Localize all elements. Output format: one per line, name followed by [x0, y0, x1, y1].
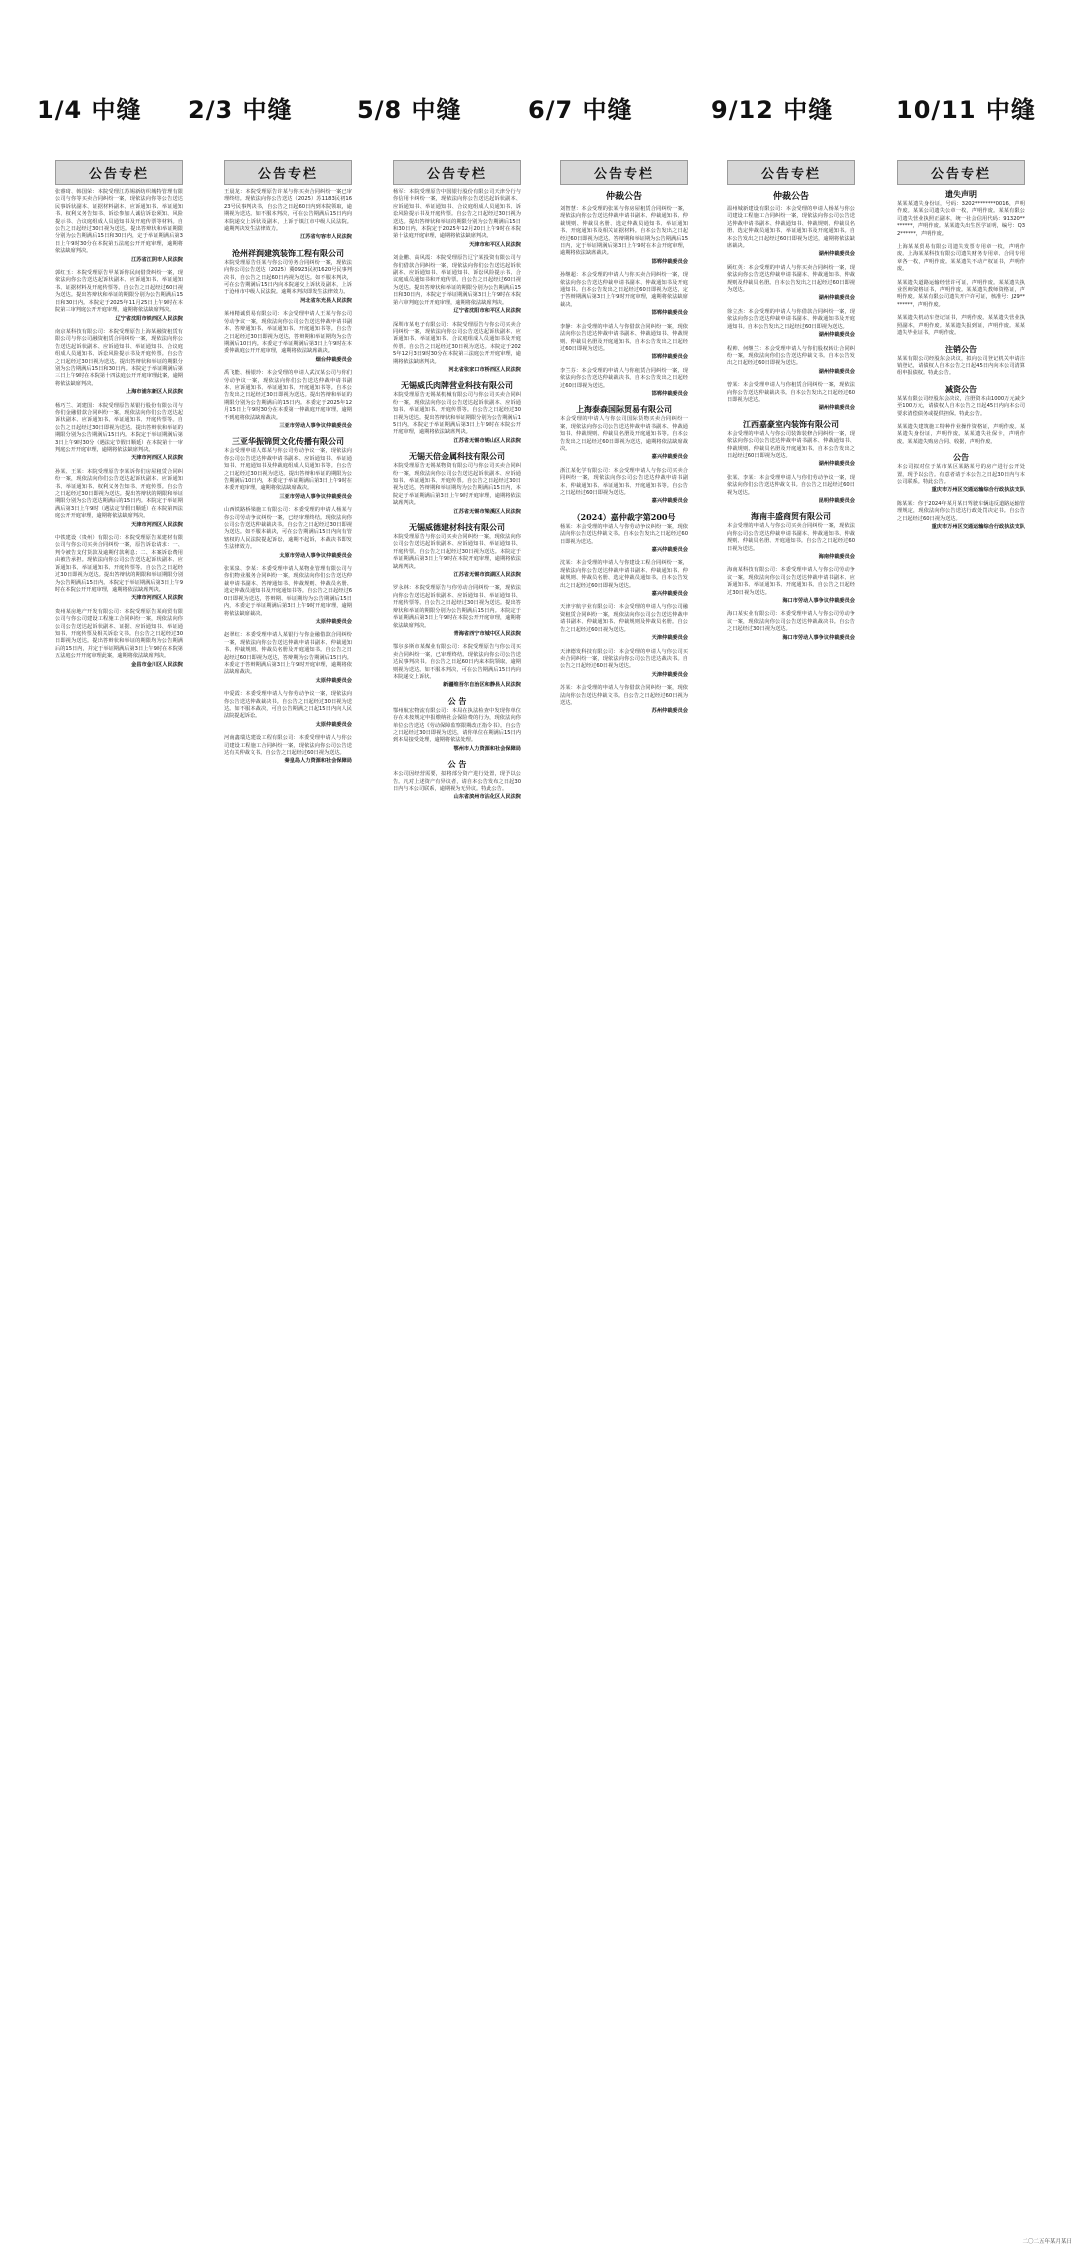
notice-item [55, 535, 183, 603]
notice-item [393, 644, 521, 689]
notice-text: 鄂尔多斯市某煤业有限公司：本院受理原告与你公司买卖合同纠纷一案，已审理终结。现依法向你公司公告送达民事判决书。自公告之日起60日内来本院领取，逾期则视为送达。如不服本判决，可在公告期满后15日内向本院递交上诉状。 [393, 644, 521, 680]
notice-item [224, 370, 352, 430]
notice-signature: 烟台仲裁委员会 [315, 356, 352, 363]
notice-text: 申爱霞：本委受理申请人与你劳动争议一案，现依法向你公告送达仲裁裁决书。自公告之日起经过30日视为送达。如不服本裁决，可自公告期满之日起15日内向人民法院提起诉讼。 [224, 691, 352, 720]
column-body [560, 189, 688, 716]
notice-text: 天津宇航宇业有限公司：本会受理的申请人与你公司融资租赁合同纠纷一案，现依法向你公司公告送达仲裁申请书副本、仲裁通知书、仲裁规则及仲裁员名册。自公告之日起经过60日视为送达。 [560, 604, 688, 633]
notice-signature: 河北省东光县人民法院 [300, 297, 352, 304]
notice-item [897, 244, 1025, 274]
notice-column [55, 160, 183, 2250]
notice-title: （2024）嘉仲裁字第200号 [572, 511, 676, 522]
notice-signature: 湖州仲裁委员会 [818, 251, 855, 258]
notice-text: 某某有限公司经股东会决议，注册资本由1000万元减少至100万元，请债权人自本公告之日起45日内向本公司要求清偿债务或提供担保。特此公告。 [897, 395, 1025, 417]
fold-label-3: 5/8 中缝 [357, 96, 462, 124]
notice-column [224, 160, 352, 2250]
notice-signature: 太原仲裁委员会 [315, 677, 352, 684]
section-title: 仲裁公告 [605, 192, 642, 202]
notice-item [727, 475, 855, 506]
column-body [727, 189, 855, 642]
notice-title: 减资公告 [945, 383, 977, 394]
notice-text: 刘智慧：本会受理的张某与你房屋租赁合同纠纷一案，现依法向你公告送达仲裁申请书副本、仲裁通知书、仲裁规则、仲裁员名册、选定仲裁员通知书、举证通知书、开庭通知书及相关证据材料。自本公告发出之日起经过60日即视为送达。答辩期和举证期为公告期满后15日内，定于举证期满后第3日上午9时在本会开庭审理，逾期将依法缺席裁决。 [560, 206, 688, 257]
notice-text: 赵翠红：本委受理申请人某银行与你金融借款合同纠纷一案，现依法向你公告送达仲裁申请书副本、仲裁通知书、仲裁规则、仲裁员名册及开庭通知书。自公告之日起经过60日即视为送达，答辩期为公告期满后15日内。本委定于答辩期满后第3日上午9时开庭审理，逾期将依法缺席裁决。 [224, 632, 352, 676]
notice-item [560, 272, 688, 317]
notice-text: 深圳市某电子有限公司：本院受理原告与你公司买卖合同纠纷一案，现依法向你公司公告送达起诉状副本、应诉通知书、举证通知书、合议庭组成人员通知书及开庭传票。自公告之日起经过30日视为送达。本院定于2025年12月3日9时30分在本院第三法庭公开开庭审理，逾期将依法缺席判决。 [393, 321, 521, 365]
notice-item [727, 382, 855, 413]
notice-text: 某某某遗失身份证，号码：3202********0016，声明作废。某某公司遗失公章一枚，声明作废。某某有限公司遗失营业执照正副本，统一社会信用代码：91320********，声明作废。某某遗失出生医学证明，编号：Q32******，声明作废。 [897, 201, 1025, 237]
notice-item [560, 685, 688, 716]
notice-title: 注销公告 [945, 343, 977, 354]
notice-text: 徐立杰：本会受理的申请人与你借款合同纠纷一案，现依法向你公告送达仲裁申请书副本、仲裁通知书及开庭通知书。自本公告发出之日起经过60日即视为送达。 [727, 308, 855, 330]
notice-signature: 秦皇岛人力资源和社会保障局 [284, 758, 352, 765]
section-title: 仲裁公告 [772, 192, 809, 202]
notice-signature: 嘉兴仲裁委员会 [651, 454, 688, 461]
notice-item [560, 324, 688, 362]
notice-item [897, 424, 1025, 446]
notice-item [224, 735, 352, 766]
notice-text: 曾某：本会受理申请人与你租赁合同纠纷一案，现依法向你公告送达仲裁裁决书。自本公告发出之日起经过60日即视为送达。 [727, 382, 855, 403]
notice-signature: 江苏省句容市人民法院 [300, 234, 352, 241]
notice-text: 陈某某：你于2024年某月某日驾驶车辆违反道路运输管理规定，现依法向你公告送达行政处罚决定书。自公告之日起经过60日视为送达。 [897, 500, 1025, 522]
notice-signature: 江苏省江阴市人民法院 [131, 256, 183, 263]
notice-text: 本会受理的申请人与你公司买卖合同纠纷一案，现依法向你公司公告送达仲裁申请书副本、仲裁通知书、仲裁规则、仲裁员名册、开庭通知书。自公告之日起经过60日视为送达。 [727, 523, 855, 552]
notice-title: 遗失声明 [945, 189, 977, 199]
notice-title: 沧州祥润建筑装饰工程有限公司 [232, 247, 344, 258]
notice-text: 本会受理申请人郑某与你公司劳动争议一案，现依法向你公司公告送达仲裁申请书副本、应诉通知书、举证通知书、开庭通知书及仲裁庭组成人员通知书等。自公告之日起经过30日视为送达。提出答辩和举证的期限为公告期满后10日内，本委定于举证期满后第3日上午9时在本委开庭审理，逾期将依法缺席裁决。 [224, 448, 352, 492]
notice-title: 无锡天倍金属科技有限公司 [409, 451, 505, 462]
notice-signature: 苏州仲裁委员会 [651, 708, 688, 715]
notice-text: 中铁建设（贵州）有限公司：本院受理原告某建材有限公司与你公司买卖合同纠纷一案，原告诉讼请求：一、判令被告支付货款及逾期付款利息；二、本案诉讼费用由被告承担。现依法向你公司公告送达起诉状副本、应诉通知书、举证通知书、开庭传票等。自公告之日起经过30日即视为送达。提出答辩状的期限和举证期限分别为公告期满后15日内。本院定于举证期满后第3日上午9时在本院公开开庭审理，逾期将依法缺席判决。 [55, 535, 183, 593]
notice-signature: 湖州仲裁委员会 [818, 368, 855, 375]
column-header: 公告专栏 [560, 160, 688, 185]
notice-item [897, 315, 1025, 337]
notice-item [224, 507, 352, 560]
notice-title: 上海泰森国际贸易有限公司 [576, 404, 672, 415]
notice-text: 李静：本会受理的申请人与你借款合同纠纷一案，现依法向你公告送达仲裁申请书副本、仲裁通知书、仲裁规则、仲裁员名册及开庭通知书。自本公告发出之日起经过60日即视为送达。 [560, 323, 688, 352]
notice-text: 苏某：本会受理的申请人与你借款合同纠纷一案，现依法向你公告送达仲裁文书。自公告之日起经过60日视为送达。 [560, 685, 688, 706]
notice-signature: 太原仲裁委员会 [315, 721, 352, 728]
notice-signature: 海口市劳动人事争议仲裁委员会 [782, 634, 855, 641]
notice-signature: 邯郸仲裁委员会 [651, 310, 688, 317]
notice-signature: 江苏省无锡市锡山区人民法院 [453, 437, 521, 444]
column-header: 公告专栏 [55, 160, 183, 185]
notice-title: 江西嘉豪室内装饰有限公司 [743, 418, 839, 429]
notice-text: 天津德发科技有限公司：本会受理的申请人与你公司买卖合同纠纷一案，现依法向你公司公告送达裁决书。自公告之日起经过60日视为送达。 [560, 648, 688, 670]
notice-signature: 邯郸仲裁委员会 [651, 354, 688, 361]
notice-signature: 辽宁省沈阳市和平区人民法院 [453, 308, 521, 315]
notice-signature: 新疆维吾尔自治区和静县人民法院 [443, 682, 521, 689]
notice-text: 张某泉、李某：本委受理申请人某物业管理有限公司与你们物业服务合同纠纷一案，现依法向你们公告送达仲裁申请书副本、答辩通知书、仲裁规则、仲裁员名册、选定仲裁员通知书及开庭通知书等。自公告之日起经过60日即视为送达，答辩期、举证期均为公告期满后15日内，本委定于举证期满后第3日上午9时开庭审理，逾期将依法缺席裁决。 [224, 566, 352, 617]
notice-text: 南京某科技有限公司：本院受理原告上海某融资租赁有限公司与你公司融资租赁合同纠纷一案，现依法向你公告送达起诉状副本、应诉通知书、举证通知书、合议庭组成人员通知书、诉讼风险提示书及开庭传票。自公告之日起经过30日视为送达。提出答辩状和举证的期限分别为公告期满后15日和30日内。本院定于举证期满后第三日上午9时在本院第十四法庭公开开庭审理此案，逾期将依法缺席判决。 [55, 328, 183, 387]
publication-date: 二〇二五年某月某日 [1022, 2239, 1072, 2245]
notice-signature: 嘉兴仲裁委员会 [651, 591, 688, 598]
notice-text: 浙江某化学有限公司：本会受理申请人与你公司买卖合同纠纷一案，现依法向你公司公告送达仲裁申请书副本、仲裁通知书、举证通知书、开庭通知书等。自公告之日起经过60日即视为送达。 [560, 467, 688, 496]
notice-signature: 嘉兴仲裁委员会 [651, 547, 688, 554]
fold-label-6: 10/11 中缝 [896, 96, 1036, 124]
notice-item [393, 759, 521, 802]
notice-item [560, 604, 688, 642]
notice-title: 无锡威德建材科技有限公司 [409, 522, 505, 533]
notice-signature: 天津仲裁委员会 [651, 671, 688, 678]
notice-signature: 三亚市劳动人事争议仲裁委员会 [279, 493, 352, 500]
notice-item [224, 248, 352, 305]
notice-item [393, 322, 521, 375]
column-body [224, 189, 352, 766]
notice-item [224, 436, 352, 501]
notice-text: 程帅、何继兰：本会受理申请人与你们股权转让合同纠纷一案，现依法向你们公告送达仲裁文书。自本公告发出之日起经过60日即视为送达。 [727, 345, 855, 367]
notice-item [897, 344, 1025, 378]
column-header: 公告专栏 [224, 160, 352, 185]
notice-title: 无锡威氏肉牌营业科技有限公司 [401, 380, 513, 391]
notice-item [393, 522, 521, 579]
notice-column [897, 160, 1025, 2250]
notice-text: 本会受理的申请人与你公司国际货物买卖合同纠纷一案，现依法向你公司公告送达仲裁申请书副本、仲裁通知书、仲裁规则、仲裁员名册及开庭通知书等。自本公告发出之日起经过60日即视为送达，逾期将依法缺席裁决。 [560, 416, 688, 452]
notice-signature: 海南仲裁委员会 [818, 554, 855, 561]
notice-text: 张某、李某：本会受理申请人与你们劳动争议一案，现依法向你们公告送达仲裁文书。自公告之日起经过60日视为送达。 [727, 474, 855, 496]
notice-text: 杨军：本院受理原告中国银行股份有限公司天津分行与你信用卡纠纷一案，现依法向你公告送达起诉状副本、应诉通知书、举证通知书、合议庭组成人员通知书、诉讼风险提示书及开庭传票。自公告之日起经过30日视为送达。提出答辩状和举证的期限分别为公告期满后15日和30日内，本院定于2025年12月20日上午9时在本院第十法庭开庭审理，逾期将依法缺席判决。 [393, 189, 521, 240]
notice-item [727, 511, 855, 561]
fold-label-4: 6/7 中缝 [528, 96, 633, 124]
notice-item [897, 280, 1025, 310]
notice-signature: 湖州仲裁委员会 [818, 295, 855, 302]
notice-text: 海南某科技有限公司：本委受理申请人与你公司劳动争议一案，现依法向你公司公告送达仲裁申请书副本、应诉通知书、举证通知书、开庭通知书。自公告之日起经过30日视为送达。 [727, 567, 855, 596]
notice-item [560, 468, 688, 506]
notice-text: 顾红英：本会受理的申请人与你买卖合同纠纷一案，现依法向你公告送达仲裁申请书副本、仲裁通知书、仲裁规则及仲裁员名册。自本公告发出之日起经过60日即视为送达。 [727, 264, 855, 294]
notice-text: 某某遗失道路运输经营许可证，声明作废。某某遗失执业医师资格证书，声明作废。某某遗失教师资格证，声明作废。某某有限公司遗失开户许可证，核准号：J29********，声明作废。 [897, 279, 1025, 308]
notice-item [224, 189, 352, 242]
notice-signature: 湖州仲裁委员会 [818, 405, 855, 412]
notice-text: 河南鑫瑞达建设工程有限公司：本委受理申请人与你公司建设工程施工合同纠纷一案，现依法向你公司公告送达有关仲裁文书。自公告之日起经过60日视为送达。 [224, 735, 352, 756]
notice-item [393, 380, 521, 445]
notice-item [897, 384, 1025, 418]
notice-item [560, 560, 688, 598]
notice-signature: 海口市劳动人事争议仲裁委员会 [782, 598, 855, 605]
notice-title: 公告 [953, 452, 969, 463]
notice-text: 鄂州航宏物流有限公司：本局在执法检查中发现你单位存在未按规定申报缴纳社会保险费的行为，现依法向你单位公告送达《劳动保障监察限期改正指令书》。自公告之日起经过30日即视为送达，请你单位在期满后15日内到本局接受处理，逾期将依法处理。 [393, 707, 521, 744]
column-header: 公告专栏 [897, 160, 1025, 185]
notice-text: 本院受理原告与你公司买卖合同纠纷一案，现依法向你公司公告送达起诉状副本、应诉通知书、举证通知书、开庭传票。自公告之日起经过30日视为送达。本院定于举证期满后第3日上午9时在本院开庭审理，逾期将依法缺席判决。 [393, 534, 521, 570]
notice-signature: 天津仲裁委员会 [651, 635, 688, 642]
notice-signature: 重庆市万州区交通运输综合行政执法支队 [931, 487, 1025, 494]
notice-text: 本院受理原告任某与你公司劳务合同纠纷一案，现依法向你公司公告送达（2025）冀0923民初1620号民事判决书，自公告之日起60日内视为送达。如不服本判决，可在公告期满后15日内向本院递交上诉状及副本，上诉于沧州市中级人民法院。逾期本判决即发生法律效力。 [224, 259, 352, 296]
column-body [55, 189, 183, 669]
notice-signature: 嘉兴仲裁委员会 [651, 498, 688, 505]
notice-text: 海口某实业有限公司：本委受理申请人与你公司劳动争议一案，现依法向你公司公告送达仲裁裁决书。自公告之日起经过30日视为送达。 [727, 611, 855, 633]
notice-signature: 邯郸仲裁委员会 [651, 390, 688, 397]
column-header: 公告专栏 [393, 160, 521, 185]
notice-signature: 邯郸仲裁委员会 [651, 258, 688, 265]
notice-signature: 太原仲裁委员会 [315, 618, 352, 625]
notice-item [55, 403, 183, 463]
notice-text: 禹飞能、杨银玲：本会受理的申请人武汉某公司与你们劳动争议一案，现依法向你们公告送达仲裁申请书副本、应诉通知书、举证通知书、开庭通知书等。自本公告发出之日起经过30日即视为送达。提出答辩和举证的期限分别为公告期满后的15日内。本委定于2025年12月15日上午9时30分在本委第一仲裁庭开庭审理，逾期不到庭将依法缺席裁决。 [224, 370, 352, 421]
notice-text: 本院受理原告无锡某机械有限公司与你公司买卖合同纠纷一案，现依法向你公司公告送达起诉状副本、应诉通知书、举证通知书、开庭传票等。自公告之日起经过30日视为送达。提出答辩状和举证期限分别为公告期满后15日内，本院定于举证期满后第3日上午9时在本院公开开庭审理，逾期将依法缺席判决。 [393, 392, 521, 436]
notice-item [393, 189, 521, 249]
notice-signature: 重庆市万州区交通运输综合行政执法支队 [931, 524, 1025, 530]
notice-item [560, 368, 688, 399]
notice-text: 沈某：本会受理的申请人与你建设工程合同纠纷一案，现依法向你公告送达仲裁申请书副本、仲裁通知书、仲裁规则、仲裁员名册、选定仲裁员通知书。自本公告发出之日起经过60日即视为送达。 [560, 560, 688, 589]
notice-item [560, 512, 688, 555]
notice-signature: 辽宁省沈阳市铁西区人民法院 [115, 315, 183, 322]
notice-text: 杨巧兰、刘建国：本院受理原告某银行股份有限公司与你们金融借款合同纠纷一案，现依法向你们公告送达起诉状副本、应诉通知书、举证通知书、开庭传票等。自公告之日起经过30日即视为送达。提出答辩状和举证的期限分别为公告期满后15日内。本院定于举证期满后第3日上午9时30分（遇法定节假日顺延）在本院第十一审判庭公开开庭审理，逾期将依法缺席判决。 [55, 402, 183, 453]
notice-signature: 江苏省无锡市滨湖区人民法院 [453, 572, 521, 579]
notice-text: 罗永林：本院受理原告与你劳动合同纠纷一案，现依法向你公告送达起诉状副本、应诉通知书、举证通知书、开庭传票等。自公告之日起经过30日视为送达。提出答辩状和举证的期限分别为公告期满后15日内。本院定于举证期满后第3日上午9时在本院公开开庭审理，逾期将依法缺席判决。 [393, 585, 521, 629]
notice-item [224, 566, 352, 626]
notice-item [393, 585, 521, 638]
notice-signature: 上海市浦东新区人民法院 [125, 389, 183, 396]
column-body [393, 189, 521, 802]
notice-text: 温州城新建设有限公司：本会受理的申请人杨某与你公司建设工程施工合同纠纷一案，现依法向你公司公告送达仲裁申请书副本、仲裁通知书、仲裁规则、仲裁员名册、选定仲裁员通知书、举证通知书及开庭通知书。自本公告发出之日起经过60日即视为送达，逾期将依法缺席裁决。 [727, 206, 855, 250]
notice-text: 李兰芬：本会受理的申请人与你租赁合同纠纷一案，现依法向你公告送达仲裁裁决书。自本公告发出之日起经过60日即视为送达。 [560, 367, 688, 389]
notice-item [55, 329, 183, 397]
notice-signature: 青海省西宁市城中区人民法院 [453, 630, 521, 637]
notice-signature: 天津市河西区人民法院 [131, 455, 183, 462]
notice-title: 公 告 [447, 759, 467, 770]
notice-item [393, 696, 521, 753]
notice-item [897, 189, 1025, 238]
notice-text: 上海某某贸易有限公司遗失发票专用章一枚，声明作废。上海某某科技有限公司遗失财务专用章、合同专用章各一枚，声明作废。某某遗失不动产权证书，声明作废。 [897, 244, 1025, 273]
notice-item [897, 452, 1025, 495]
notice-item [727, 611, 855, 642]
notice-text: 本公司因经营需要，拟将部分资产进行处置，现予以公告。凡对上述资产有异议者，请自本公告发布之日起30日内与本公司联系，逾期视为无异议。特此公告。 [393, 771, 521, 792]
notice-signature: 湖州仲裁委员会 [818, 461, 855, 468]
notice-item [393, 451, 521, 516]
notice-item [224, 632, 352, 685]
notice-signature: 太原市劳动人事争议仲裁委员会 [279, 552, 352, 559]
notice-item [560, 649, 688, 680]
notice-signature: 湖州仲裁委员会 [818, 332, 855, 339]
notice-item [727, 206, 855, 259]
notice-text: 某某有限公司经股东会决议，拟向公司登记机关申请注销登记，请债权人自本公告之日起45日内向本公司清算组申报债权。特此公告。 [897, 355, 1025, 377]
notice-signature: 天津市和平区人民法院 [469, 241, 521, 248]
notice-item [727, 419, 855, 469]
notice-signature: 天津市河西区人民法院 [131, 595, 183, 602]
notice-item [55, 189, 183, 264]
notice-column [727, 160, 855, 2250]
notice-title: 公 告 [447, 695, 467, 706]
notice-text: 本院受理原告无锡某物资有限公司与你公司买卖合同纠纷一案，现依法向你公司公告送达起诉状副本、应诉通知书、举证通知书、开庭传票。自公告之日起经过30日视为送达，答辩期和举证期均为公告期满后15日内，本院定于举证期满后第3日上午9时开庭审理，逾期将依法缺席判决。 [393, 463, 521, 507]
notice-item [55, 609, 183, 669]
notice-signature: 鄂州市人力资源和社会保障局 [453, 745, 521, 752]
notice-signature: 天津市河西区人民法院 [131, 521, 183, 528]
notice-text: 张睿琦、韩国荣：本院受理江苏锡新纺织城特管理有限公司与你等买卖合同纠纷一案，现依法向你等公告送达民事诉状副本、证据材料副本、应诉通知书、举证通知书、权利义务告知书、诉讼参加人诚信诉讼须知、风险提示书、合议庭组成人员通知书及开庭传票等材料。自公告之日起经过30日视为送达。提出答辩状和举证期限分别为公告期满后15日和30日内，定于举证期满后第3日上午9时30分在本院第五法庭公开开庭审理，逾期将依法缺席判决。 [55, 189, 183, 255]
notice-text: 杨某：本会受理的申请人与你劳动争议纠纷一案，现依法向你公告送达仲裁文书。自本公告发出之日起经过60日即视为送达。 [560, 523, 688, 545]
notice-column [560, 160, 688, 2250]
notice-text: 孙继超：本会受理的申请人与你买卖合同纠纷一案，现依法向你公告送达仲裁申请书副本、仲裁通知书及开庭通知书。自本公告发出之日起经过60日即视为送达，定于答辩期满后第3日上午9时开庭审理，逾期将依法缺席裁决。 [560, 272, 688, 308]
notice-text: 本公司拟对位于某市某区某路某号的房产进行公开处置，现予以公告。有意者请于本公告之日起30日内与本公司联系。特此公告。 [897, 464, 1025, 485]
notice-item [727, 346, 855, 377]
notice-item [560, 206, 688, 266]
notice-signature: 河北省张家口市桥西区人民法院 [448, 366, 521, 373]
notice-text: 某某遗失建筑施工特种作业操作资格证，声明作废。某某遗失身份证，声明作废。某某遗失社保卡，声明作废。某某遗失购房合同、收据，声明作废。 [897, 423, 1025, 445]
column-body [897, 189, 1025, 531]
notice-text: 本会受理的申请人与你公司装饰装修合同纠纷一案，现依法向你公司公告送达仲裁申请书副本、仲裁通知书、仲裁规则、仲裁员名册及开庭通知书。自本公告发出之日起经过60日即视为送达。 [727, 430, 855, 459]
notice-title: 海南丰盛商贸有限公司 [751, 511, 831, 522]
notice-text: 王晨龙：本院受理原告许某与你买卖合同纠纷一案已审理终结。现依法向你公告送达（2025）苏1183民初1623号民事判决书，自公告之日起60日内到本院领取，逾期视为送达。如不服本判决，可在公告期满后15日内向本院递交上诉状及副本，上诉于镇江市中级人民法院。逾期判决发生法律效力。 [224, 189, 352, 233]
notice-text: 莱州精诚贸易有限公司：本会受理申请人王某与你公司劳动争议一案，现依法向你公司公告送达仲裁申请书副本、答辩通知书、举证通知书、开庭通知书等。自公告之日起经过30日即视为送达，答辩期和举证期均为公告期满后10日内。本委定于举证期满后第3日上午9时在本委仲裁庭公开开庭审理，逾期将依法缺席裁决。 [224, 311, 352, 355]
notice-text: 某某遗失机动车登记证书，声明作废。某某遗失营业执照副本，声明作废。某某遗失报到证，声明作废。某某遗失毕业证书，声明作废。 [897, 315, 1025, 337]
column-header: 公告专栏 [727, 160, 855, 185]
notice-item [55, 469, 183, 529]
notice-column [393, 160, 521, 2250]
notice-item [393, 255, 521, 315]
notice-item [727, 567, 855, 605]
fold-label-5: 9/12 中缝 [711, 96, 834, 124]
notice-text: 郭红玉：本院受理原告甲某诉你民间借贷纠纷一案，现依法向你公告送达起诉状副本、应诉通知书、举证通知书、证据材料及开庭传票等。自公告之日起经过60日视为送达。提出答辩状和举证的期限分别为公告期满后15日和30日内。本院定于2025年11月25日上午9时在本院第三审判庭公开开庭审理，逾期将依法缺席判决。 [55, 270, 183, 314]
notice-text: 刘金鹏、高风霞：本院受理原告辽宁某投资有限公司与你们借款合同纠纷一案，现依法向你们公告送达起诉状副本、应诉通知书、举证通知书、诉讼风险提示书、合议庭成员通知书和开庭传票。自公告之日起经过60日视为送达。提出答辩状和举证的期限分别为公告期满后15日和30日内，本院定于举证期满后第3日上午9时在本院第六审判庭公开开庭审理，逾期将依法缺席判决。 [393, 255, 521, 306]
notice-signature: 金昌市金川区人民法院 [131, 661, 183, 668]
notice-signature: 昆明仲裁委员会 [818, 498, 855, 504]
notice-text: 贵州某房地产开发有限公司：本院受理原告某商贸有限公司与你公司建设工程施工合同纠纷一案，现依法向你公司公告送达起诉状副本、证据、应诉通知书、举证通知书、开庭传票及相关诉讼文书。自公告之日起经过30日即视为送达。提出答辩状和举证的期限均为公告期满后的15日内，并定于举证期满后第3日上午9时在本院第五法庭公开开庭审理此案，逾期将依法缺席判决。 [55, 608, 183, 660]
notice-item [897, 501, 1025, 532]
notice-signature: 江苏省无锡市梁溪区人民法院 [453, 508, 521, 515]
notice-text: 孙某、王某：本院受理原告李某诉你们房屋租赁合同纠纷一案，现依法向你们公告送达起诉状副本、应诉通知书、举证通知书、权利义务告知书、开庭传票。自公告之日起经过30日即视为送达。提出答辩状的期限和举证期限分别为公告送达期满后的15日内。本院定于举证期满后第3日上午9时（遇法定节假日顺延）在本院第四法庭公开开庭审理，逾期将依法缺席判决。 [55, 468, 183, 520]
notice-item [224, 311, 352, 364]
fold-label-2: 2/3 中缝 [188, 96, 293, 124]
notice-item [727, 265, 855, 303]
notice-item [727, 309, 855, 340]
notice-signature: 山东省滨州市沾化区人民法院 [453, 794, 521, 801]
fold-label-1: 1/4 中缝 [37, 96, 142, 124]
notice-signature: 三亚市劳动人事争议仲裁委员会 [279, 422, 352, 429]
notice-item [224, 691, 352, 729]
notice-text: 山西铁路桥梁施工有限公司：本委受理的申请人杨某与你公司劳动争议纠纷一案，已经审理终结。现依法向你公司公告送达仲裁裁决书。自公告之日起经过30日即视为送达。如不服本裁决，可在公告期满后15日内向有管辖权的人民法院提起诉讼，逾期不起诉，本裁决书即发生法律效力。 [224, 507, 352, 551]
notice-title: 三亚华振锦贸文化传播有限公司 [232, 436, 344, 447]
notice-item [55, 270, 183, 323]
notice-item [560, 404, 688, 461]
